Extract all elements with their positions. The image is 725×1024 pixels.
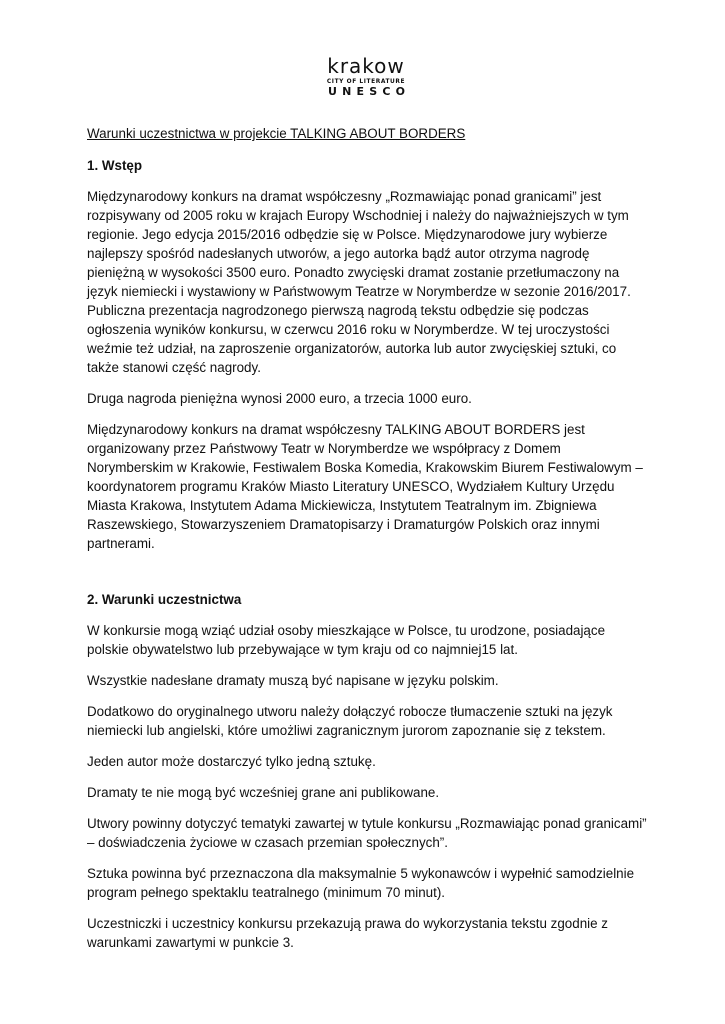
section-2-paragraph: Utwory powinny dotyczyć tematyki zawartej w tytule konkursu „Rozmawiając ponad granicami” – doświadczenia życiowe w czasach przemian społecznych”. — [87, 816, 647, 850]
section-1-paragraph: Międzynarodowy konkurs na dramat współczesny „Rozmawiając ponad granicami” jest rozpisywany od 2005 roku w krajach Europy Wschodniej i należy do najważniejszych w tym regionie. Jego edycja 2015/2016 odbędzie się w Polsce. Międzynarodowe jury wybierze najlepszy spośród nadesłanych utworów, a jego autorka bądź autor otrzyma nagrodę pieniężną w wysokości 3500 euro. Ponadto zwycięski dramat zostanie przetłumaczony na język niemiecki i wystawiony w Państwowym Teatrze w Norymberdze w sezonie 2016/2017. Publiczna prezentacja nagrodzonego pierwszą nagrodą tekstu odbędzie się podczas ogłoszenia wyników konkursu, w czerwcu 2016 roku w Norymberdze. W tej uroczystości weźmie też udział, na zaproszenie organizatorów, autorka lub autor zwycięskiej sztuki, co także stanowi część nagrody. — [87, 189, 631, 375]
section-1-paragraph: Druga nagroda pieniężna wynosi 2000 euro, a trzecia 1000 euro. — [87, 391, 472, 406]
section-2-paragraph: Sztuka powinna być przeznaczona dla maksymalnie 5 wykonawców i wypełnić samodzielnie program pełnego spektaklu teatralnego (minimum 70 minut). — [87, 866, 635, 900]
logo-wordmark: krakow — [327, 54, 405, 78]
logo-subtitle: CITY OF LITERATURE — [326, 77, 406, 85]
section-2-paragraph: Uczestniczki i uczestnicy konkursu przekazują prawa do wykorzystania tekstu zgodnie z warunkami zawartymi w punkcie 3. — [87, 916, 608, 950]
section-1-paragraph: Międzynarodowy konkurs na dramat współczesny TALKING ABOUT BORDERS jest organizowany przez Państwowy Teatr w Norymberdze we współpracy z Domem Norymberskim w Krakowie, Festiwalem Boska Komedia, Krakowskim Biurem Festiwalowym – koordynatorem programu Kraków Miasto Literatury UNESCO, Wydziałem Kultury Urzędu Miasta Krakowa, Instytutem Adama Mickiewicza, Instytutem Teatralnym im. Zbigniewa Raszewskiego, Stowarzyszeniem Dramatopisarzy i Dramaturgów Polskich oraz innymi partnerami. — [87, 422, 643, 551]
logo-unesco: UNESCO — [328, 85, 411, 98]
section-2-paragraph: Wszystkie nadesłane dramaty muszą być napisane w języku polskim. — [87, 673, 499, 688]
section-2-paragraph: Dramaty te nie mogą być wcześniej grane ani publikowane. — [87, 785, 440, 800]
krakow-unesco-logo — [325, 54, 411, 110]
section-1-heading: 1. Wstęp — [87, 158, 143, 173]
section-2-paragraph: W konkursie mogą wziąć udział osoby mieszkające w Polsce, tu urodzone, posiadające polskie obywatelstwo lub przebywające w tym kraju od co najmniej15 lat. — [87, 623, 606, 657]
document-body — [87, 124, 647, 964]
document-title: Warunki uczestnictwa w projekcie TALKING ABOUT BORDERS — [87, 126, 466, 141]
section-spacer — [87, 565, 647, 590]
section-2-paragraph: Dodatkowo do oryginalnego utworu należy dołączyć robocze tłumaczenie sztuki na język niemiecki lub angielski, które umożliwi zagranicznym jurorom zapoznanie się z tekstem. — [87, 704, 613, 738]
section-2-heading: 2. Warunki uczestnictwa — [87, 592, 242, 607]
section-2-paragraph: Jeden autor może dostarczyć tylko jedną sztukę. — [87, 754, 376, 769]
